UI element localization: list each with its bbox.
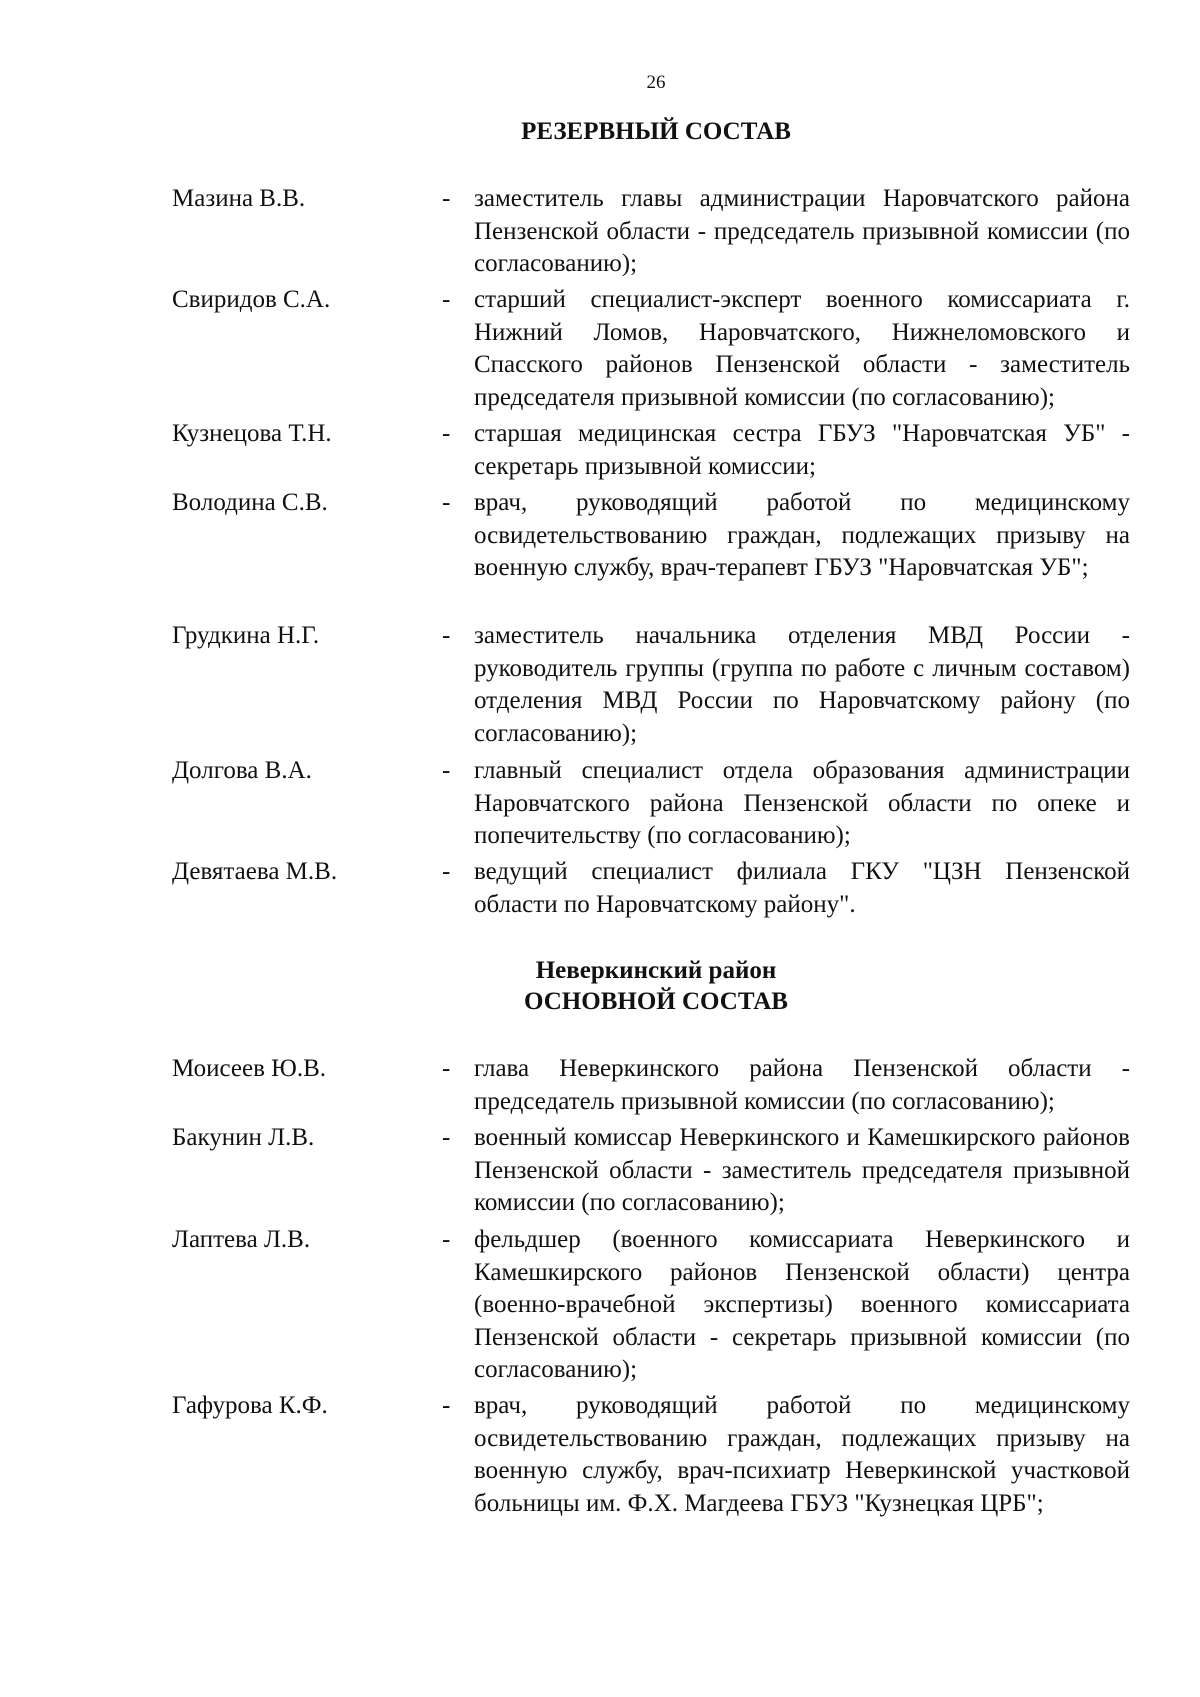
separator-dash: - (442, 858, 451, 885)
separator-dash: - (442, 1226, 451, 1253)
member-position: старший специалист-эксперт военного комиссариата г. Нижний Ломов, Наровчатского, Нижнеломовского и Спасского районов Пензенской области - заместитель председателя призывной комиссии (по согласованию); (474, 286, 1130, 411)
member-position: фельдшер (военного комиссариата Неверкинского и Камешкирского районов Пензенской области) центра (военно-врачебной экспертизы) военного комиссариата Пензенской области - секретарь призывной комиссии (по согласованию); (474, 1226, 1130, 1383)
section-heading-neverkinsky (56, 955, 1200, 1017)
member-name: Володина С.В. (172, 489, 328, 516)
separator-dash: - (442, 286, 451, 313)
member-name: Бакунин Л.В. (172, 1124, 315, 1151)
member-name: Грудкина Н.Г. (172, 622, 320, 649)
member-name: Девятаева М.В. (172, 858, 338, 885)
heading-line: РЕЗЕРВНЫЙ СОСТАВ (521, 118, 791, 145)
member-name: Кузнецова Т.Н. (172, 420, 332, 447)
member-name: Гафурова К.Ф. (172, 1392, 328, 1419)
member-position: старшая медицинская сестра ГБУЗ "Наровчатская УБ" - секретарь призывной комиссии; (474, 420, 1130, 480)
heading-line: Неверкинский район (535, 957, 777, 984)
separator-dash: - (442, 1055, 451, 1082)
separator-dash: - (442, 185, 451, 212)
member-name: Долгова В.А. (172, 757, 312, 784)
member-position: военный комиссар Неверкинского и Камешкирского районов Пензенской области - заместитель председателя призывной комиссии (по согласованию); (474, 1124, 1130, 1216)
separator-dash: - (442, 622, 451, 649)
member-position: заместитель главы администрации Наровчатского района Пензенской области - председатель призывной комиссии (по согласованию); (474, 185, 1130, 277)
member-name: Мазина В.В. (172, 185, 306, 212)
member-name: Свиридов С.А. (172, 286, 331, 313)
separator-dash: - (442, 1392, 451, 1419)
separator-dash: - (442, 1124, 451, 1151)
member-name: Моисеев Ю.В. (172, 1055, 327, 1082)
member-name: Лаптева Л.В. (172, 1226, 311, 1253)
section-heading-reserve (56, 116, 1200, 147)
page-number: 26 (646, 72, 666, 93)
separator-dash: - (442, 489, 451, 516)
member-position: заместитель начальника отделения МВД России - руководитель группы (группа по работе с личным составом) отделения МВД России по Наровчатскому району (по согласованию); (474, 622, 1130, 747)
separator-dash: - (442, 420, 451, 447)
member-position: главный специалист отдела образования администрации Наровчатского района Пензенской области по опеке и попечительству (по согласованию); (474, 757, 1130, 849)
member-position: ведущий специалист филиала ГКУ "ЦЗН Пензенской области по Наровчатскому району". (474, 858, 1130, 918)
member-position: врач, руководящий работой по медицинскому освидетельствованию граждан, подлежащих призыву на военную службу, врач-терапевт ГБУЗ "Наровчатская УБ"; (474, 489, 1130, 581)
heading-line: ОСНОВНОЙ СОСТАВ (524, 988, 788, 1015)
separator-dash: - (442, 757, 451, 784)
member-position: врач, руководящий работой по медицинскому освидетельствованию граждан, подлежащих призыву на военную службу, врач-психиатр Неверкинской участковой больницы им. Ф.Х. Магдеева ГБУЗ "Кузнецкая ЦРБ"; (474, 1392, 1130, 1517)
member-position: глава Неверкинского района Пензенской области - председатель призывной комиссии (по согласованию); (474, 1055, 1130, 1115)
